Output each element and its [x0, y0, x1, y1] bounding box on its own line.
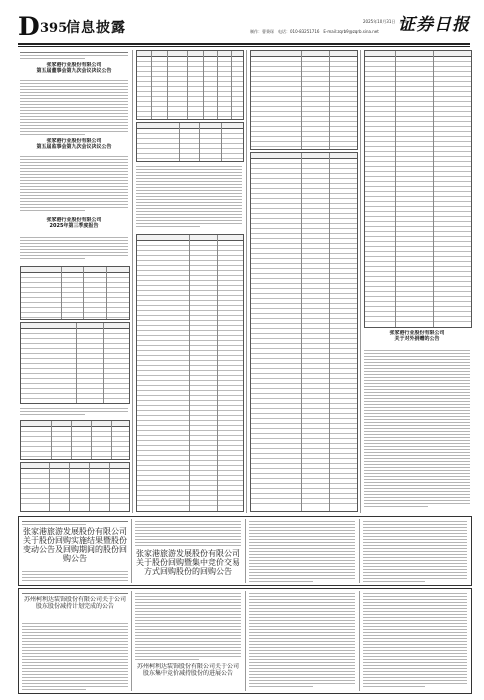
text-block — [20, 78, 128, 136]
issue-date: 2025年10月31日 星期五 — [363, 19, 412, 24]
headline-text: 苏州柯利达装饰股份有限公司关于公司股东集中竞价减持股份的进展公告 — [136, 663, 239, 677]
financial-table — [250, 50, 358, 150]
page-header — [18, 14, 470, 42]
text-block — [136, 164, 242, 230]
notice-title: 第五届董事会第九次会议决议公告 — [36, 68, 112, 74]
data-table — [20, 462, 130, 512]
notice-heading — [20, 217, 128, 233]
headline — [135, 663, 241, 689]
data-table — [136, 122, 244, 162]
notice-heading — [364, 330, 470, 346]
headline — [22, 596, 128, 620]
text-block — [20, 154, 128, 214]
headline — [22, 527, 128, 567]
notice-title: 2025年第三季度报告 — [49, 223, 99, 229]
column-divider — [246, 50, 247, 513]
data-table — [20, 420, 130, 460]
text-block — [364, 348, 470, 510]
notice-title: 关于对外捐赠的公告 — [394, 336, 440, 342]
headline-text: 张家港旅游发展股份有限公司关于股份回购暨集中竞价交易方式回购股份的回购公告 — [136, 549, 240, 576]
headline — [135, 549, 241, 583]
financial-table — [364, 50, 472, 328]
data-table — [20, 266, 130, 320]
notice-company: 张家港行业股份有限公司 — [46, 62, 102, 68]
page-number: 395 — [40, 21, 68, 36]
text-block — [20, 235, 128, 265]
header-rule — [18, 43, 470, 45]
text-block — [20, 406, 128, 418]
editor-contact: 制作：曹秉琛 电话：010-83251716 E-mail:zqrb9@zqrb.sina.net — [250, 29, 379, 34]
notice-company: 张家港行业股份有限公司 — [46, 217, 102, 223]
financial-table — [136, 234, 244, 512]
financial-table — [250, 152, 358, 512]
notice-heading — [20, 138, 128, 152]
data-table — [136, 50, 244, 120]
notice-heading — [20, 62, 128, 76]
header-rule-thin — [18, 46, 470, 47]
newspaper-logo: 证券日报 — [398, 15, 470, 35]
announcement-band — [18, 516, 472, 586]
notice-company: 张家港行业股份有限公司 — [46, 138, 102, 144]
headline-text: 苏州柯利达装饰股份有限公司关于公司股东股份减持计划完成的公告 — [23, 596, 126, 610]
column-divider — [360, 50, 361, 513]
headline-text: 张家港旅游发展股份有限公司关于股份回购实施结果暨股份变动公告及回购期间的股份回购公告 — [23, 527, 127, 563]
data-table — [20, 322, 130, 404]
notice-title: 第五届监事会第九次会议决议公告 — [36, 144, 112, 150]
column-divider — [132, 50, 133, 513]
announcement-band — [18, 588, 472, 694]
notice-company: 张家港行业股份有限公司 — [389, 330, 445, 336]
section-letter: D — [18, 12, 40, 41]
section-title: 信息披露 — [66, 20, 126, 36]
